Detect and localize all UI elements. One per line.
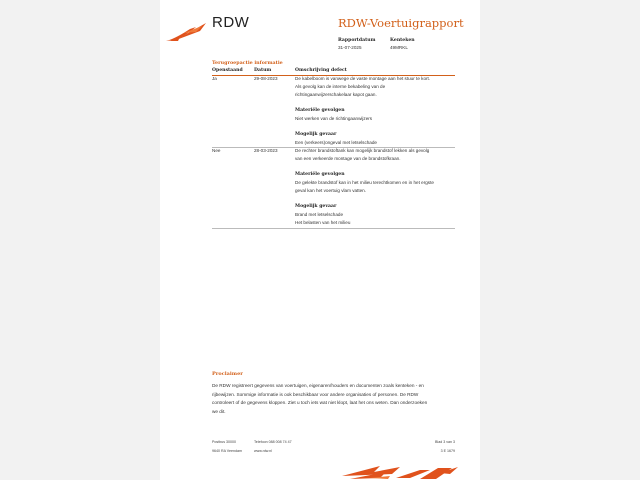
row1-date: 29-08-2023 <box>254 76 278 81</box>
column-header-defect: Omschrijving defect <box>295 68 347 73</box>
meta-label-date: Rapportdatum <box>338 38 376 43</box>
row2-consequences: De gelekte brandstof kan in het milieu terechtkomen en in het ergste geval kan het voertuig vlam vatten. <box>295 180 434 193</box>
row1-defect: De kabelboom is vanwege de vaste montage aan het stuur te kort. Als gevolg kan de interne bekabeling van de richtingaanwijzerschakelaar kapot gaan. <box>295 76 431 97</box>
footer-page-number: Blad 3 van 3 <box>435 440 455 444</box>
footer-code: 3 E 1679 <box>440 449 455 453</box>
row1-open: Ja <box>212 76 217 81</box>
meta-value-plate: 49MRKL <box>390 45 408 50</box>
row1-consequences: Niet werken van de richtingaanwijzers <box>295 116 373 121</box>
disclaimer-text: De RDW registreert gegevens van voertuigen, eigenaren/houders en documenten zoals kenteken - en rijbewijzen. Sommige informatie is ook beschikbaar voor andere organisaties of personen. De RDW controleert of de gegevens kloppen. Ziet u toch iets wat niet klopt, laat het ons weten. Dan onderzoeken we dit. <box>212 383 428 414</box>
row1-danger-label: Mogelijk gevaar <box>295 132 337 137</box>
table-bottom-rule <box>212 228 455 229</box>
column-header-date: Datum <box>254 68 272 73</box>
disclaimer-title: Proclaimer <box>212 371 243 377</box>
column-header-open: Openstaand <box>212 68 243 73</box>
section-title-recall: Terugroepactie informatie <box>212 60 283 66</box>
report-page <box>160 0 480 480</box>
footer-city: 9640 RA Veendam <box>212 449 242 453</box>
brand-name: RDW <box>212 14 250 31</box>
footer-stripes-graphic <box>340 464 460 480</box>
footer-phone: Telefoon 088 008 74 47 <box>254 440 292 444</box>
meta-label-plate: Kenteken <box>390 38 415 43</box>
row1-consequences-label: Materiële gevolgen <box>295 108 345 113</box>
row2-date: 28-03-2023 <box>254 148 278 153</box>
row2-consequences-label: Materiële gevolgen <box>295 172 345 177</box>
meta-value-date: 31-07-2025 <box>338 45 362 50</box>
row2-defect: De rechter brandstoftank kan mogelijk brandstof lekken als gevolg van een verkeerde montage van de brandstofkraan. <box>295 148 430 161</box>
footer-web[interactable]: www.rdw.nl <box>254 449 272 453</box>
row1-danger: Een (verkeers)ongeval met letselschade <box>295 140 377 145</box>
row2-open: Nee <box>212 148 221 153</box>
footer-postbus: Postbus 30000 <box>212 440 236 444</box>
row2-danger-label: Mogelijk gevaar <box>295 204 337 209</box>
rdw-logo-icon <box>166 22 208 42</box>
report-title: RDW-Voertuigrapport <box>338 16 464 30</box>
row2-danger: Brand met letselschade Het belasten van het milieu <box>295 212 351 225</box>
